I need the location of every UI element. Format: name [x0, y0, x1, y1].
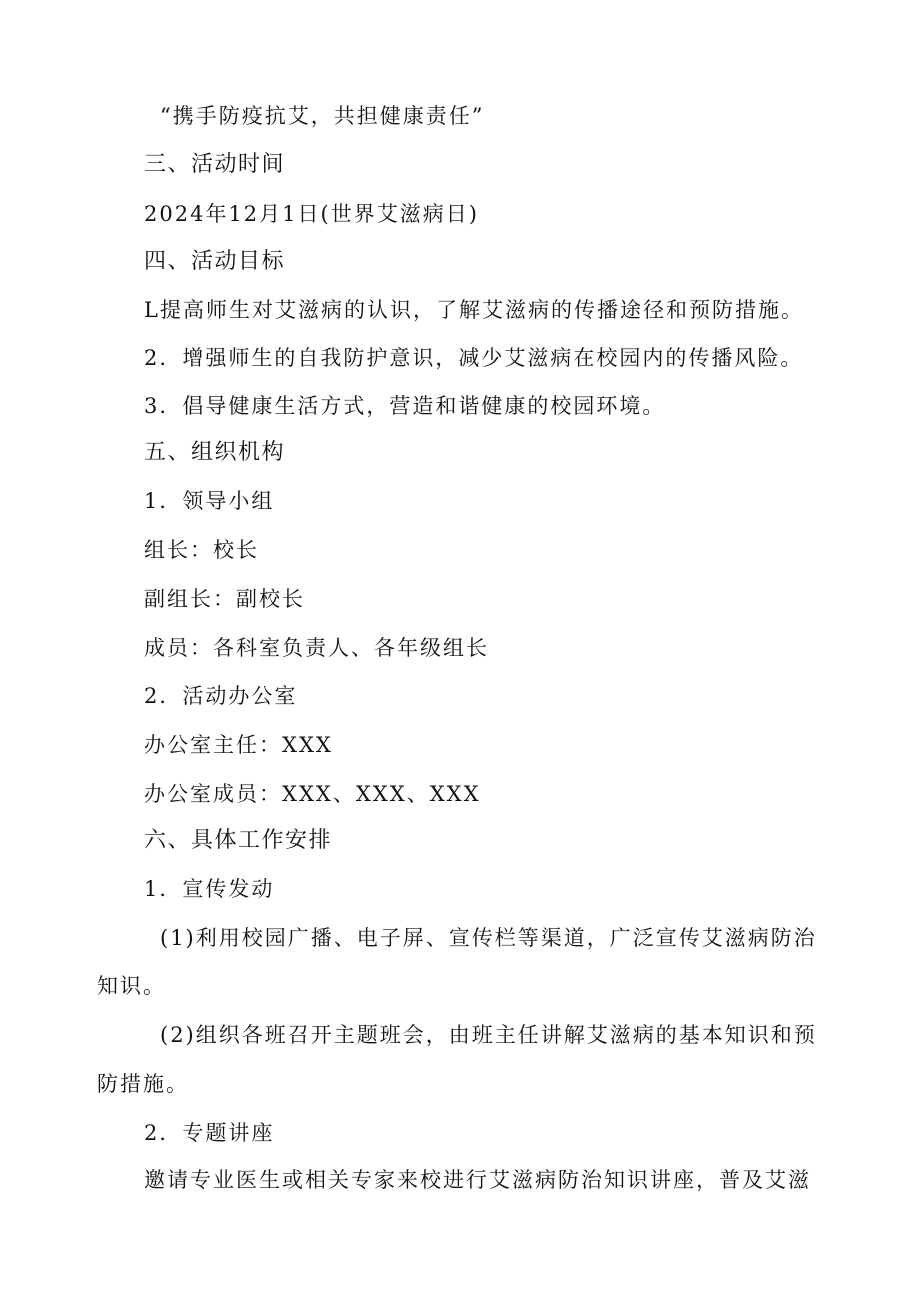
- office-members-line: 办公室成员：XXX、XXX、XXX: [144, 782, 481, 806]
- goal-item: L提高师生对艾滋病的认识，了解艾滋病的传播途径和预防措施。: [144, 298, 804, 322]
- subsection-title-lecture: 2．专题讲座: [144, 1121, 275, 1145]
- members-line: 成员：各科室负责人、各年级组长: [144, 636, 489, 660]
- activity-date: 2024年12月1日(世界艾滋病日): [144, 202, 479, 226]
- paragraph-line: 知识。: [97, 974, 166, 998]
- office-director-line: 办公室主任：XXX: [144, 733, 333, 757]
- leader-line: 组长：校长: [144, 538, 259, 562]
- section-heading-activity-time: 三、活动时间: [144, 152, 286, 177]
- section-heading-organization: 五、组织机构: [144, 440, 286, 465]
- subsection-title-publicity: 1．宣传发动: [144, 877, 275, 901]
- subsection-title-office: 2．活动办公室: [144, 684, 298, 708]
- paragraph-line: (2)组织各班召开主题班会，由班主任讲解艾滋病的基本知识和预: [160, 1023, 817, 1047]
- paragraph-line: 防措施。: [97, 1072, 189, 1096]
- paragraph-line: 邀请专业医生或相关专家来校进行艾滋病防治知识讲座，普及艾滋: [144, 1168, 811, 1192]
- deputy-leader-line: 副组长：副校长: [144, 587, 305, 611]
- slogan: “携手防疫抗艾，共担健康责任”: [160, 104, 485, 128]
- subsection-title-leadership: 1．领导小组: [144, 489, 275, 513]
- goal-item: 2．增强师生的自我防护意识，减少艾滋病在校园内的传播风险。: [144, 346, 804, 370]
- paragraph-line: (1)利用校园广播、电子屏、宣传栏等渠道，广泛宣传艾滋病防治: [160, 926, 817, 950]
- section-heading-activity-goals: 四、活动目标: [144, 249, 286, 274]
- goal-item: 3．倡导健康生活方式，营造和谐健康的校园环境。: [144, 394, 666, 418]
- section-heading-work-arrangement: 六、具体工作安排: [144, 828, 333, 853]
